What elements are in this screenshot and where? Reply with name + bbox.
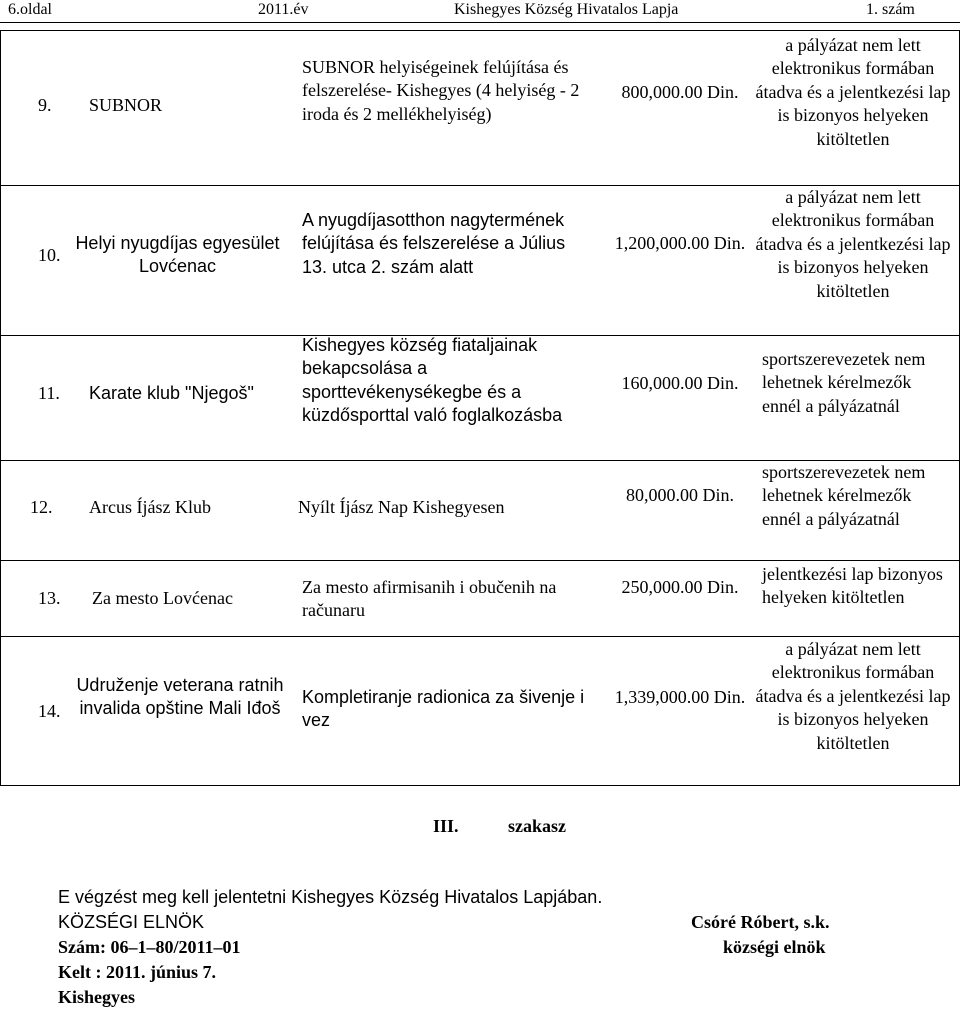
table-border-bottom [0, 785, 960, 786]
row-number: 14. [38, 701, 61, 721]
section-label: szakasz [508, 816, 566, 836]
amount: 1,339,000.00 Din. [614, 687, 746, 707]
amount: 250,000.00 Din. [621, 577, 739, 597]
document-date: Kelt : 2011. június 7. [58, 962, 217, 982]
signer-title: községi elnök [723, 937, 826, 957]
row-divider [0, 636, 960, 637]
note: sportszerevezetek nem lehetnek kérelmezők ennél a pályázatnál [762, 349, 926, 416]
organization: Arcus Íjász Klub [89, 497, 211, 517]
row-number: 10. [38, 245, 61, 265]
note: jelentkezési lap bizonyos helyeken kitöltetlen [762, 564, 943, 608]
table-border-left [0, 30, 1, 786]
page-header [0, 0, 960, 23]
document-number: Szám: 06–1–80/2011–01 [58, 937, 241, 957]
publication-notice: E végzést meg kell jelentetni Kishegyes Község Hivatalos Lapjában. [58, 887, 603, 907]
row-number: 11. [38, 383, 60, 403]
office-title: KÖZSÉGI ELNÖK [58, 912, 205, 932]
note: sportszerevezetek nem lehetnek kérelmezők ennél a pályázatnál [762, 462, 926, 529]
purpose: Za mesto afirmisanih i obučenih na računaru [302, 577, 557, 621]
row-number: 13. [38, 588, 61, 608]
row-number: 9. [38, 95, 52, 115]
note: a pályázat nem lett elektronikus formában átadva és a jelentkezési lap is bizonyos helyeken kitöltetlen [755, 639, 951, 753]
organization: Udruženje veterana ratnih invalida opštine Mali Iđoš [76, 675, 284, 719]
amount: 800,000.00 Din. [621, 82, 739, 102]
purpose: SUBNOR helyiségeinek felújítása és felszerelése- Kishegyes (4 helyiség - 2 iroda és 2 mellékhelyiség) [302, 57, 580, 124]
organization: Helyi nyugdíjas egyesület Lovćenac [75, 233, 280, 277]
document-place: Kishegyes [58, 987, 136, 1007]
amount: 80,000.00 Din. [626, 485, 734, 505]
section-number: III. [433, 816, 459, 836]
row-divider [0, 560, 960, 561]
row-number: 12. [30, 497, 53, 517]
note: a pályázat nem lett elektronikus formában átadva és a jelentkezési lap is bizonyos helyeken kitöltetlen [755, 35, 951, 149]
table-border-top [0, 30, 960, 31]
purpose: A nyugdíjasotthon nagytermének felújítása és felszerelése a Július 13. utca 2. szám alatt [302, 210, 566, 277]
amount: 160,000.00 Din. [621, 373, 739, 393]
organization: Karate klub "Njegoš" [89, 383, 254, 403]
organization: Za mesto Lovćenac [92, 588, 233, 608]
page-number: 6.oldal [8, 1, 52, 18]
purpose: Kompletiranje radionica za šivenje i vez [302, 687, 585, 731]
signer-name: Csóré Róbert, s.k. [691, 912, 830, 932]
amount: 1,200,000.00 Din. [614, 233, 746, 253]
note: a pályázat nem lett elektronikus formában átadva és a jelentkezési lap is bizonyos helyeken kitöltetlen [755, 187, 951, 301]
purpose: Nyílt Íjász Nap Kishegyesen [298, 497, 505, 517]
purpose: Kishegyes község fiataljainak bekapcsolása a sporttevékenysékegbe és a küzdősporttal való foglalkozásba [302, 335, 563, 426]
publication-title: Kishegyes Község Hivatalos Lapja [454, 1, 679, 18]
year: 2011.év [258, 1, 309, 18]
organization: SUBNOR [89, 95, 163, 115]
issue-number: 1. szám [866, 1, 915, 18]
